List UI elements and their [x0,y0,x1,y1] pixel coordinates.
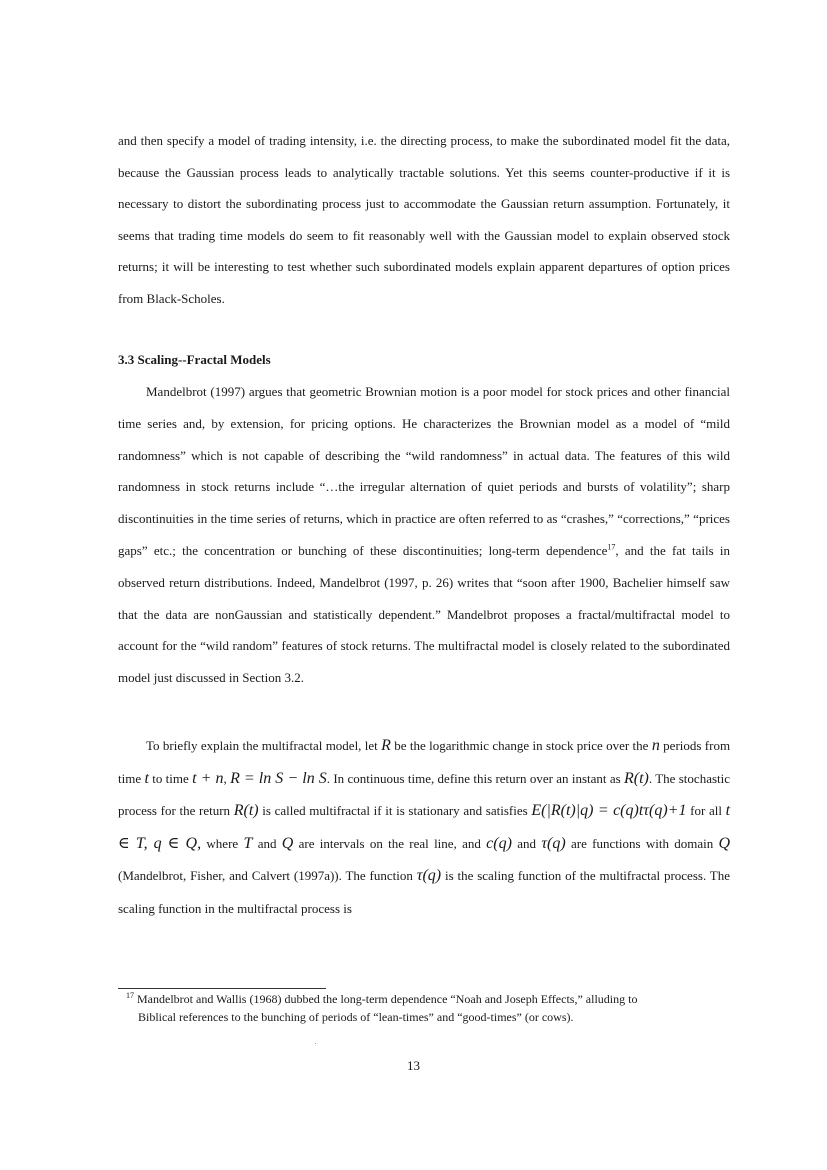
footnote-reference[interactable]: 17 [607,542,616,552]
footnote-line-2: Biblical references to the bunching of periods of “lean-times” and “good-times” (or cows). [138,1009,574,1024]
math-t-plus-n: t + n [192,769,224,787]
math-moment-equation: E(|R(t)|q) = c(q)tτ(q)+1 [531,802,687,819]
math-tau-q: τ(q) [416,867,442,884]
text-segment: and [517,835,537,851]
text-segment: To briefly explain the multifractal model, let [146,738,378,753]
math-n: n [651,737,660,754]
text-segment: be the logarithmic change in stock price over the [394,738,649,753]
text-segment: for all [690,803,722,818]
text-segment: are functions with domain [571,835,714,851]
math-tau-q: τ(q) [541,834,566,852]
mandelbrot-text-part2: , and the fat tails in observed return distributions. Indeed, Mandelbrot (1997, p. 26) writes that “soon after 1900, Bachelier himself saw that the data are nonGaussian and statistically dependent.” Mandelbrot proposes a fractal/multifractal model to account for the “wild random” features of stock returns. The multifractal model is closely related to the subordinated model just discussed in Section 3.2. [118,542,730,686]
math-T: T [243,834,253,852]
math-Q: Q [281,834,294,852]
text-segment: periods from time [118,738,731,786]
footnote [126,991,736,1026]
text-segment: . The stochastic process for the return [118,770,731,818]
footnote-line-1: Mandelbrot and Wallis (1968) dubbed the long-term dependence “Noah and Joseph Effects,” alluding to [137,992,638,1006]
text-segment: to time [152,770,189,786]
body-paragraph-multifractal [118,730,730,925]
text-segment: where [206,835,239,851]
math-rt: R(t) [233,802,259,819]
text-segment: (Mandelbrot, Fisher, and Calvert (1997a)). The function [118,868,413,883]
body-paragraph-mandelbrot [118,376,730,694]
text-segment: is called multifractal if it is stationary and satisfies [262,803,528,818]
math-rt: R(t) [624,769,649,787]
footnote-separator [118,988,326,989]
body-paragraph-intro: and then specify a model of trading intensity, i.e. the directing process, to make the subordinated model fit the data, because the Gaussian process leads to analytically tractable solutions. Yet this seems counter-productive if it is necessary to distort the subordinating process just to accommodate the Gaussian return assumption. Fortunately, it seems that trading time models do seem to fit reasonably well with the Gaussian model to explain observed stock returns; it will be interesting to test whether such subordinated models explain apparent departures of option prices from Black-Scholes. [118,133,730,306]
section-heading: 3.3 Scaling--Fractal Models [118,352,271,367]
math-domain: t ∈ T, q ∈ Q, [118,802,731,852]
footnote-marker: 17 [126,991,134,1000]
text-segment: and [257,835,277,851]
math-t: t [144,769,149,787]
math-cq: c(q) [486,834,512,852]
text-segment: are intervals on the real line, and [298,835,481,851]
page-number: 13 [407,1058,420,1073]
text-segment: , [223,770,227,786]
math-return-definition: R = ln S − ln S [230,769,327,787]
mandelbrot-text-part1: Mandelbrot (1997) argues that geometric Brownian motion is a poor model for stock prices and other financial time series and, by extension, for pricing options. He characterizes the Brownian model as a model of “mild randomness” which is not capable of describing the “wild randomness” in actual data. The features of this wild randomness in stock returns include “…the irregular alternation of quiet periods and bursts of volatility”; sharp discontinuities in the time series of returns, which in practice are often referred to as “crashes,” “corrections,” “prices gaps” etc.; the concentration or bunching of these discontinuities; long-term dependence [118,384,730,558]
text-segment: is the scaling function of the multifractal process. The scaling function in the multifractal process is [118,868,731,916]
scan-speck [315,1043,316,1044]
text-segment: . In continuous time, define this return over an instant as [326,770,621,786]
math-return-symbol: R [381,737,391,754]
math-Q: Q [718,834,731,852]
